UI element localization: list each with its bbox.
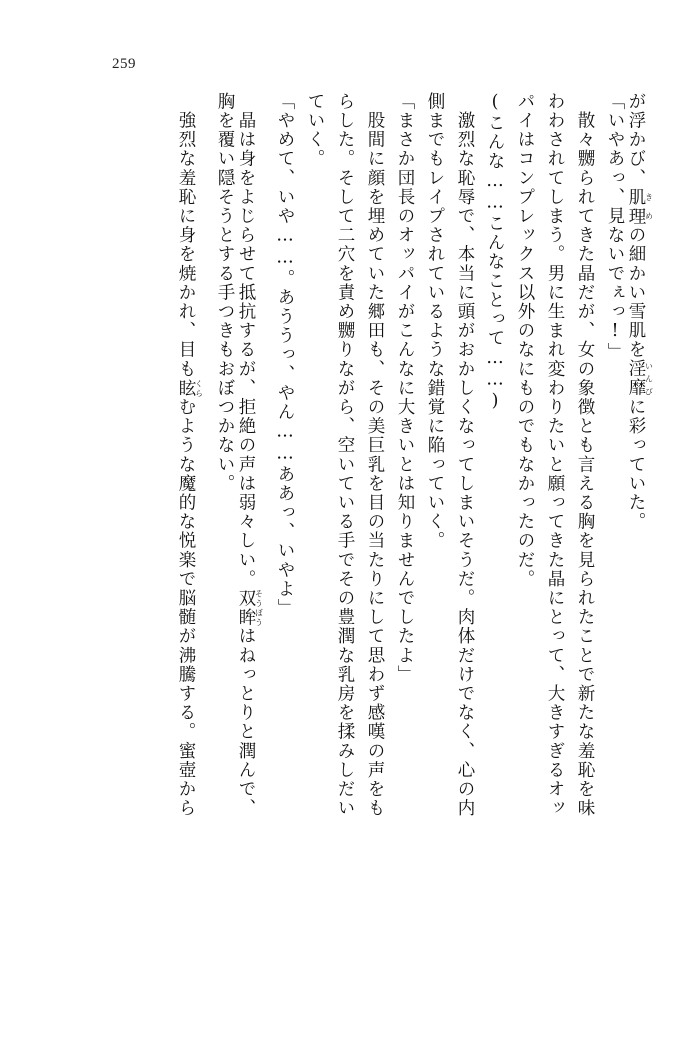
text-column: 股間に顔を埋めていた郷田も、その美巨乳を目の当たりにして思わず感嘆の声をも — [365, 92, 385, 818]
ruby-soubou: 双眸そうぼう — [236, 588, 264, 627]
ruby-kime: 肌理きめ — [626, 187, 654, 226]
text-column: 「いやあっ、見ないでぇっ!」 — [605, 92, 625, 362]
text-column: パイはコンプレックス以外のなにものでもなかったのだ。 — [515, 92, 535, 589]
page-number: 259 — [112, 56, 136, 72]
text-column: が浮かび、肌理きめの細かい雪肌を淫靡いんびに彩っていた。 — [626, 92, 654, 532]
text-column: 側までもレイプされているような錯覚に陥っていく。 — [425, 92, 445, 551]
text-column: 強烈な羞恥に身を焼かれ、目も眩くらむような魔的な悦楽で脳髄が沸騰する。蜜壺から — [176, 92, 204, 818]
text-column: らした。そして二穴を責め嬲りながら、空いている手でその豊潤な乳房を揉みしだい — [335, 92, 355, 818]
text-column: 散々嬲られてきた晶だが、女の象徴とも言える胸を見られたことで新たな羞恥を味 — [575, 92, 595, 818]
text-column: 「やめて、いや……。あううっ、やん……ああっ、いやよ」 — [275, 92, 295, 618]
text-column: 激烈な恥辱で、本当に頭がおかしくなってしまいそうだ。肉体だけでなく、心の内 — [455, 92, 475, 818]
ruby-inbi: 淫靡いんび — [626, 359, 654, 398]
text-column: 晶は身をよじらせて抵抗するが、拒絶の声は弱々しい。双眸そうぼうはねっとりと潤んで、 — [236, 92, 264, 818]
vertical-text-body — [70, 92, 653, 1010]
text-column: 「まさか団長のオッパイがこんなに大きいとは知りませんでしたよ」 — [395, 92, 415, 685]
text-column: 胸を覆い隠そうとする手つきもおぼつかない。 — [215, 92, 235, 494]
ruby-kura: 眩くら — [176, 378, 204, 398]
text-column: わわされてしまう。男に生まれ変わりたいと願ってきた晶にとって、大きすぎるオッ — [545, 92, 565, 818]
text-column: ていく。 — [305, 92, 325, 169]
text-column: (こんな……こんなことって……) — [485, 92, 505, 413]
